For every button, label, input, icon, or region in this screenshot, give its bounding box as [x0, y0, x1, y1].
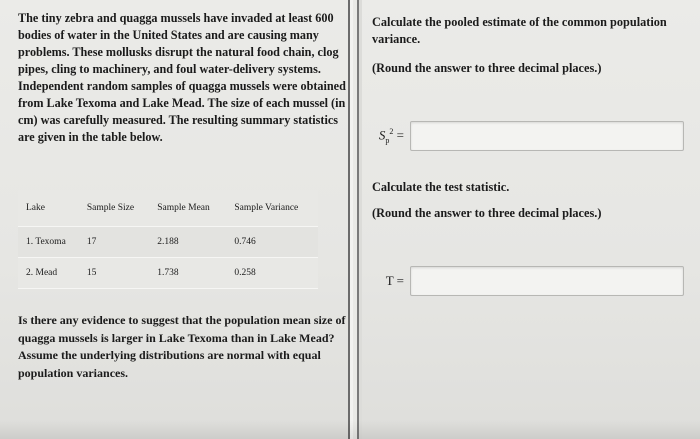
- cell-sample-mean: 2.188: [149, 227, 226, 258]
- table-row: [18, 227, 318, 258]
- pooled-variance-label: $S_p^2$ =: [378, 127, 404, 145]
- test-statistic-label: T =: [385, 273, 404, 288]
- header-sample-size: Sample Size: [79, 190, 149, 227]
- cell-lake: 2. Mead: [18, 258, 79, 289]
- pooled-variance-input[interactable]: [410, 121, 684, 151]
- cell-lake: 1. Texoma: [18, 227, 79, 258]
- cell-sample-size: 17: [79, 227, 149, 258]
- table-row: [18, 258, 318, 289]
- test-statistic-prompt: Calculate the test statistic.: [372, 180, 510, 194]
- problem-intro: The tiny zebra and quagga mussels have invaded at least 600 bodies of water in the United States and are causing many problems. These mollusks disrupt the natural food chain, clog pipes, cling to machinery, and foul water-delivery systems. Independent random samples of quagga mussels were obtained from Lake Texoma and Lake Mead. The size of each mussel (in cm) was carefully measured. The resulting summary statistics are given in the table below.: [18, 11, 346, 144]
- problem-pane: [0, 0, 348, 439]
- cell-sample-mean: 1.738: [149, 258, 226, 289]
- pooled-variance-prompt: Calculate the pooled estimate of the common population variance.: [372, 15, 667, 46]
- header-sample-variance: Sample Variance: [226, 190, 318, 227]
- summary-statistics-table: [18, 190, 318, 289]
- cell-sample-size: 15: [79, 258, 149, 289]
- cell-sample-variance: 0.746: [226, 227, 318, 258]
- pooled-variance-round-note: (Round the answer to three decimal places.): [372, 61, 602, 75]
- header-sample-mean: Sample Mean: [149, 190, 226, 227]
- answer-pane: [362, 0, 700, 439]
- header-lake: Lake: [18, 190, 79, 227]
- test-statistic-input[interactable]: [410, 266, 684, 296]
- test-statistic-answer-row: [362, 266, 684, 296]
- problem-question: Is there any evidence to suggest that the population mean size of quagga mussels is larger in Lake Texoma than in Lake Mead? Assume the underlying distributions are normal with equal population variances.: [18, 313, 346, 380]
- pane-divider[interactable]: [348, 0, 362, 439]
- test-statistic-round-note: (Round the answer to three decimal places.): [372, 206, 602, 220]
- cell-sample-variance: 0.258: [226, 258, 318, 289]
- pooled-variance-answer-row: [362, 121, 684, 151]
- table-header-row: [18, 190, 318, 227]
